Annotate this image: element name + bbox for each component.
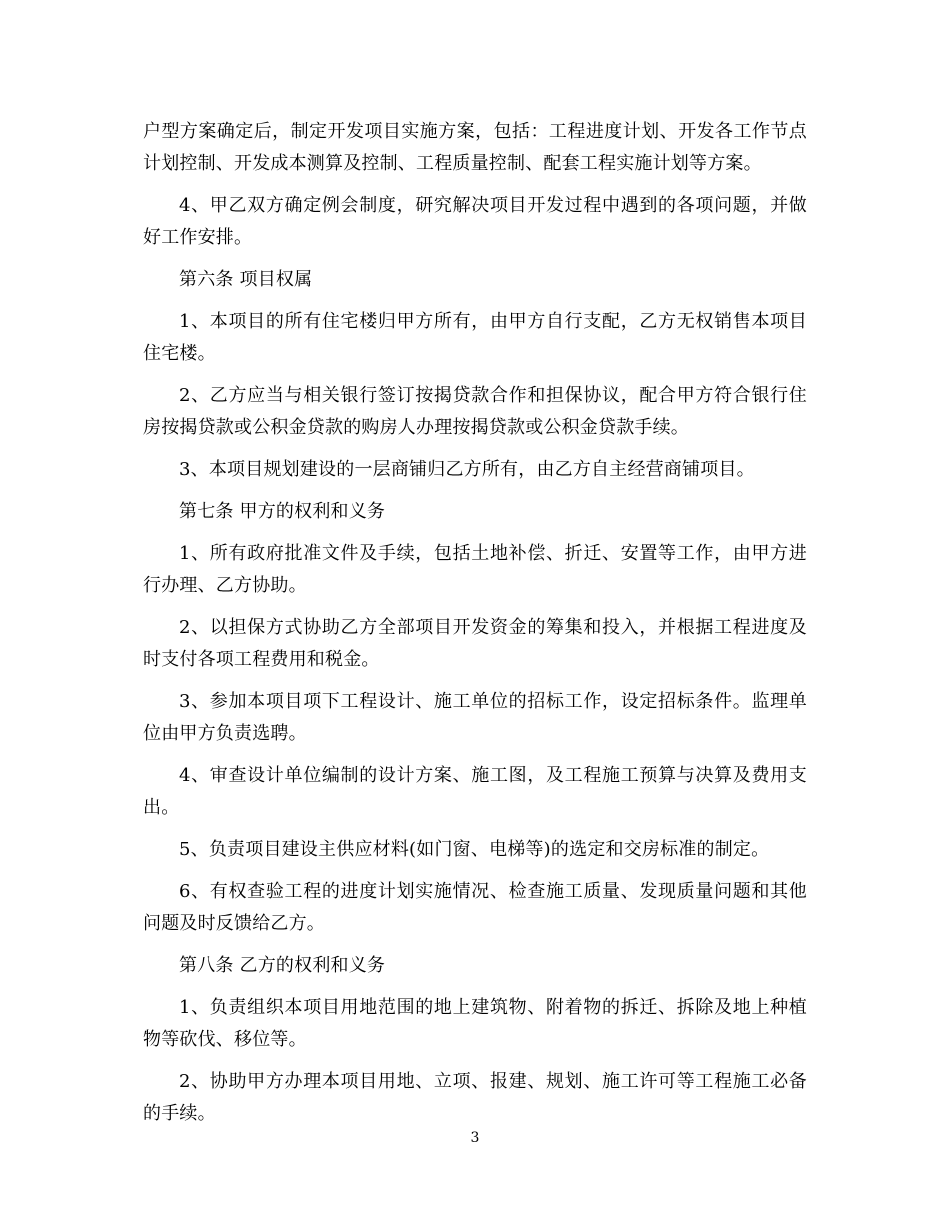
paragraph: 3、本项目规划建设的一层商铺归乙方所有，由乙方自主经营商铺项目。 — [179, 459, 755, 480]
paragraph: 6、有权查验工程的进度计划实施情况、检查施工质量、发现质量问题和其他问题及时反馈给乙方。 — [143, 881, 807, 934]
section-heading: 第七条 甲方的权利和义务 — [179, 501, 386, 522]
paragraph: 1、负责组织本项目用地范围的地上建筑物、附着物的拆迁、拆除及地上种植物等砍伐、移位等。 — [143, 997, 807, 1050]
section-heading: 第六条 项目权属 — [179, 269, 313, 290]
paragraph: 1、本项目的所有住宅楼归甲方所有，由甲方自行支配，乙方无权销售本项目住宅楼。 — [143, 311, 807, 364]
paragraph: 4、甲乙双方确定例会制度，研究解决项目开发过程中遇到的各项问题，并做好工作安排。 — [143, 195, 807, 248]
paragraph: 2、协助甲方办理本项目用地、立项、报建、规划、施工许可等工程施工必备的手续。 — [143, 1071, 807, 1124]
paragraph: 1、所有政府批准文件及手续，包括土地补偿、折迁、安置等工作，由甲方进行办理、乙方协助。 — [143, 543, 807, 596]
paragraph: 2、乙方应当与相关银行签订按揭贷款合作和担保协议，配合甲方符合银行住房按揭贷款或公积金贷款的购房人办理按揭贷款或公积金贷款手续。 — [143, 385, 807, 438]
paragraph: 户型方案确定后，制定开发项目实施方案，包括：工程进度计划、开发各工作节点计划控制、开发成本测算及控制、工程质量控制、配套工程实施计划等方案。 — [143, 121, 807, 174]
document-body — [143, 116, 807, 1140]
paragraph: 4、审查设计单位编制的设计方案、施工图，及工程施工预算与决算及费用支出。 — [143, 765, 807, 818]
section-heading: 第八条 乙方的权利和义务 — [179, 955, 386, 976]
page-number: 3 — [470, 1130, 480, 1146]
paragraph: 3、参加本项目项下工程设计、施工单位的招标工作，设定招标条件。监理单位由甲方负责选聘。 — [143, 691, 807, 744]
paragraph: 2、以担保方式协助乙方全部项目开发资金的筹集和投入，并根据工程进度及时支付各项工程费用和税金。 — [143, 617, 807, 670]
paragraph: 5、负责项目建设主供应材料(如门窗、电梯等)的选定和交房标准的制定。 — [179, 839, 770, 860]
